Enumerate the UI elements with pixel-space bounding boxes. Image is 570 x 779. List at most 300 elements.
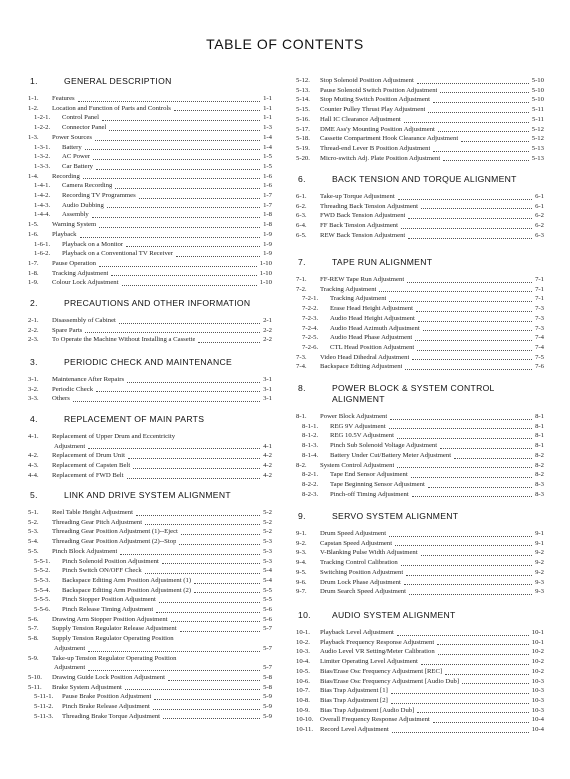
toc-entry[interactable] [296,202,544,212]
entry-page: 6-1 [535,202,544,210]
toc-entry[interactable] [296,314,544,324]
entry-number: 6-3. [296,212,307,220]
toc-entry[interactable] [28,210,272,220]
dot-leader [409,594,532,595]
dot-leader [133,468,260,469]
toc-entry[interactable] [28,220,272,230]
entry-title: Bias Trap Adjustment [2] [320,696,388,704]
entry-title: Record Level Adjustment [320,726,389,734]
dot-leader [438,654,529,655]
toc-entry[interactable] [296,86,544,96]
dot-leader [417,350,532,351]
entry-title: To Operate the Machine Without Installing a Cassette [52,336,196,344]
toc-entry[interactable] [28,172,272,182]
entry-number: 6-2. [296,202,307,210]
dot-leader [404,122,529,123]
entry-title: Power Block Adjustment [320,413,388,420]
entry-title: Battery [62,143,82,151]
entry-page: 5-13 [531,144,544,152]
toc-entry[interactable] [28,557,272,567]
entry-title: Audio Level VR Setting/Meter Calibration [320,648,435,656]
toc-entry[interactable] [296,490,544,500]
entry-number: 5-6. [28,615,39,623]
toc-entry[interactable] [28,663,272,673]
entry-page: 5-9 [263,693,272,701]
entry-title: V-Blanking Pulse Width Adjustment [320,549,418,557]
toc-entry[interactable] [28,94,272,104]
entry-number: 7-3. [296,353,307,361]
entry-number: 1-9. [28,279,39,287]
entry-title: Replacement of Capsten Belt [52,462,131,470]
dot-leader [411,477,532,478]
toc-entry[interactable] [296,221,544,231]
toc-section [296,174,544,241]
entry-page: 1-10 [259,259,272,267]
entry-number: 1-6. [28,230,39,238]
dot-leader [99,227,260,228]
toc-entry[interactable] [28,624,272,634]
section-number: 4. [30,414,38,424]
toc-entry[interactable] [296,696,544,706]
toc-entry[interactable] [28,385,272,395]
toc-entry[interactable] [296,558,544,568]
entry-title: Audio Dubbing [62,201,104,209]
entry-number: 10-2. [296,638,310,646]
toc-entry[interactable] [28,566,272,576]
section-title-cont: ALIGNMENT [332,394,385,404]
section-number: 5. [30,490,38,500]
toc-entry[interactable] [296,657,544,667]
entry-number: 5-11-1. [34,693,54,701]
toc-entry[interactable] [296,578,544,588]
toc-entry[interactable] [296,362,544,372]
entry-page: 10-1 [531,629,544,636]
entry-page: 8-2 [535,461,544,469]
dot-leader [88,448,260,449]
toc-entry[interactable] [28,508,272,518]
entry-number: 9-4. [296,559,307,567]
toc-entry[interactable] [296,294,544,304]
entry-page: 4-2 [263,452,272,460]
entry-title: CTL Head Position Adjustment [330,343,415,351]
dot-leader [85,332,260,333]
entry-page: 8-3 [535,480,544,488]
toc-entry[interactable] [296,105,544,115]
toc-entry[interactable] [28,152,272,162]
entry-number: 5-12. [296,77,310,84]
dot-leader [171,621,261,622]
toc-section [296,76,544,163]
entry-number: 1-3-2. [34,153,51,161]
toc-entry[interactable] [28,162,272,172]
toc-entry[interactable] [28,527,272,537]
entry-title: FWD Back Tension Adjustment [320,212,406,220]
section-number-blank [296,394,332,405]
toc-entry[interactable] [296,343,544,353]
entry-number: 5-3. [28,528,39,536]
toc-entry[interactable] [28,712,272,722]
entry-number: 9-7. [296,588,307,596]
entry-page: 8-1 [535,442,544,450]
toc-entry[interactable] [296,285,544,295]
entry-number: 8-1. [296,413,307,420]
toc-entry[interactable] [28,104,272,114]
entry-title: Recording TV Programmes [62,192,136,200]
toc-entry[interactable] [296,529,544,539]
section-title: POWER BLOCK & SYSTEM CONTROL [332,383,495,393]
entry-number: 10-6. [296,677,310,685]
dot-leader [462,683,529,684]
dot-leader [153,709,260,710]
entry-title: Tracking Control Calibration [320,559,398,567]
toc-entry[interactable] [28,191,272,201]
entry-page: 10-4 [531,726,544,734]
toc-section [28,414,272,481]
toc-entry[interactable] [296,715,544,725]
dot-leader [408,218,532,219]
spacer [28,368,272,375]
entry-title: Bias Trap Adjustment [1] [320,687,388,695]
dot-leader [390,419,532,420]
entry-number: 10-4. [296,658,310,666]
entry-number: 5-19. [296,144,310,152]
toc-entry[interactable] [296,587,544,597]
spacer [28,309,272,316]
toc-entry[interactable] [28,605,272,615]
toc-entry[interactable] [296,638,544,648]
dot-leader [83,178,260,179]
entry-page: 9-3 [535,578,544,586]
dot-leader [136,515,260,516]
toc-entry[interactable] [296,275,544,285]
dot-leader [415,340,532,341]
toc-entry[interactable] [28,654,272,664]
entry-number: 5-5-6. [34,606,51,614]
entry-page: 5-13 [531,154,544,162]
spacer [28,87,272,94]
dot-leader [194,583,260,584]
entry-title: Thread-end Lever B Position Adjustment [320,144,431,152]
entry-title: System Control Adjustment [320,461,395,469]
entry-page: 4-1 [263,442,272,450]
entry-number: 5-2. [28,518,39,526]
toc-entry[interactable] [28,230,272,240]
toc-entry[interactable] [296,144,544,154]
entry-title: Pause Solenoid Switch Position Adjustment [320,86,438,94]
entry-page: 5-7 [263,625,272,633]
toc-entry[interactable] [296,231,544,241]
dot-leader [181,534,260,535]
dot-leader [125,689,260,690]
toc-entry[interactable] [28,442,272,452]
dot-leader [391,703,529,704]
section-heading [296,174,544,185]
section-heading [28,490,272,501]
toc-entry[interactable] [296,192,544,202]
dot-leader [428,112,529,113]
entry-title: Power Sources [52,133,92,141]
entry-page: 5-12 [531,125,544,133]
toc-entry[interactable] [28,634,272,644]
entry-page: 10-3 [531,687,544,695]
entry-number: 5-1. [28,509,39,516]
section-title: REPLACEMENT OF MAIN PARTS [64,414,205,424]
section-heading [296,610,544,621]
dot-leader [389,536,532,537]
toc-entry[interactable] [296,539,544,549]
entry-page: 5-4 [263,567,272,575]
toc-entry[interactable] [28,394,272,404]
toc-entry[interactable] [296,451,544,461]
entry-page: 5-9 [263,703,272,711]
toc-entry[interactable] [296,324,544,334]
entry-page: 8-2 [535,471,544,479]
toc-entry[interactable] [28,316,272,326]
toc-entry[interactable] [28,113,272,123]
toc-entry[interactable] [28,326,272,336]
entry-number: 1-8. [28,269,39,277]
entry-page: 1-9 [263,230,272,238]
entry-page: 3-1 [263,395,272,403]
dot-leader [408,238,532,239]
entry-number: 1-2-2. [34,124,51,132]
toc-entry[interactable] [296,412,544,422]
entry-page: 6-1 [535,193,544,200]
entry-title: Warning System [52,221,97,229]
toc-entry[interactable] [28,375,272,385]
toc-entry[interactable] [296,686,544,696]
dot-leader [404,584,532,585]
toc-entry[interactable] [296,725,544,735]
entry-title: Backspace Editing Adjustment [320,363,403,371]
section-number: 9. [298,511,306,521]
entry-number: 8-1-2. [302,432,319,440]
toc-entry[interactable] [28,644,272,654]
toc-entry[interactable] [28,518,272,528]
entry-page: 8-1 [535,413,544,420]
toc-entry[interactable] [28,451,272,461]
toc-entry[interactable] [28,335,272,345]
toc-entry[interactable] [296,647,544,657]
entry-page: 5-2 [263,528,272,536]
entry-page: 9-3 [535,588,544,596]
entry-page: 1-7 [263,201,272,209]
toc-entry[interactable] [28,683,272,693]
toc-entry[interactable] [28,702,272,712]
section-heading [28,414,272,425]
entry-title: REG 10.5V Adjustment [330,432,394,440]
entry-number: 8-1-4. [302,451,319,459]
toc-entry[interactable] [296,548,544,558]
dot-leader [163,718,260,719]
entry-title: Brake System Adjustment [52,683,122,691]
entry-number: 5-5-1. [34,557,51,565]
toc-entry[interactable] [296,115,544,125]
toc-entry[interactable] [28,576,272,586]
toc-entry[interactable] [28,615,272,625]
toc-entry[interactable] [296,568,544,578]
toc-entry[interactable] [296,470,544,480]
entry-title: Tracking Adjustment [52,269,109,277]
entry-number: 7-1. [296,276,307,283]
toc-entry[interactable] [296,480,544,490]
dot-leader [126,246,260,247]
entry-title: Pinch Stopper Position Adjustment [62,596,156,604]
toc-section [296,511,544,597]
section-title: PERIODIC CHECK AND MAINTENANCE [64,357,233,367]
entry-title: Supply Tension Regulator Release Adjustment [52,625,177,633]
toc-entry[interactable] [28,123,272,133]
entry-number: 5-11-2. [34,703,54,711]
dot-leader [198,342,260,343]
dot-leader [405,369,532,370]
entry-page: 7-4 [535,343,544,351]
entry-title: Stop Solenoid Position Adjustment [320,77,414,84]
toc-entry[interactable] [28,249,272,259]
toc-entry[interactable] [28,181,272,191]
entry-number: 8-2. [296,461,307,469]
dot-leader [440,92,528,93]
entry-number: 4-4. [28,471,39,479]
toc-entry[interactable] [28,133,272,143]
toc-entry[interactable] [28,432,272,442]
toc-entry[interactable] [28,269,272,279]
toc-entry[interactable] [296,333,544,343]
toc-entry[interactable] [296,76,544,86]
entry-title: AC Power [62,153,91,161]
toc-entry[interactable] [296,461,544,471]
toc-entry[interactable] [296,134,544,144]
entry-title: Micro-switch Adj. Plate Position Adjustment [320,154,441,162]
dot-leader [80,237,261,238]
toc-entry[interactable] [28,201,272,211]
dot-leader [122,285,257,286]
entry-page: 5-9 [263,712,272,720]
entry-title: REG 9V Adjustment [330,422,386,430]
toc-entry[interactable] [296,304,544,314]
entry-number: 5-14. [296,96,310,104]
entry-number: 10-5. [296,667,310,675]
toc-entry[interactable] [28,259,272,269]
entry-page: 5-7 [263,664,272,672]
toc-entry[interactable] [296,667,544,677]
entry-number: 1-6-2. [34,250,51,258]
spacer [296,405,544,412]
entry-number: 5-5-3. [34,576,51,584]
entry-title: Pinch Release Timing Adjustment [62,606,154,614]
toc-entry[interactable] [28,537,272,547]
entry-number: 6-5. [296,231,307,239]
entry-title: FF-REW Tape Run Adjustment [320,276,405,283]
entry-page: 5-5 [263,586,272,594]
entry-title: Pinch Sub Solenoid Voltage Adjustment [330,442,438,450]
toc-entry[interactable] [296,353,544,363]
entry-number: 2-3. [28,336,39,344]
dot-leader [120,554,260,555]
entry-number: 7-2-6. [302,343,319,351]
entry-page: 10-2 [531,667,544,675]
entry-page: 8-2 [535,451,544,459]
dot-leader [438,131,529,132]
entry-title: Colour Lock Adjustment [52,279,119,287]
toc-entry[interactable] [296,422,544,432]
toc-entry[interactable] [28,586,272,596]
entry-page: 7-1 [535,276,544,283]
toc-entry[interactable] [28,673,272,683]
dot-leader [389,301,532,302]
entry-title: Disassembly of Cabinet [52,317,116,324]
section-title: LINK AND DRIVE SYSTEM ALIGNMENT [64,490,231,500]
toc-entry[interactable] [296,628,544,638]
toc-entry[interactable] [296,211,544,221]
entry-number: 7-2-2. [302,305,319,313]
dot-leader [416,311,532,312]
entry-number: 1-4-4. [34,211,51,219]
entry-title: Connector Panel [62,124,107,132]
entry-page: 3-1 [263,385,272,393]
entry-number: 3-2. [28,385,39,393]
entry-title: Others [52,395,70,403]
toc-entry[interactable] [28,143,272,153]
dot-leader [454,458,532,459]
toc-entry[interactable] [28,547,272,557]
entry-page: 7-1 [535,285,544,293]
entry-number: 8-2-3. [302,490,319,498]
entry-page: 10-2 [531,648,544,656]
entry-page: 1-8 [263,221,272,229]
dot-leader [159,602,260,603]
entry-page: 5-5 [263,596,272,604]
dot-leader [417,712,528,713]
dot-leader [443,160,529,161]
dot-leader [379,291,532,292]
entry-title: Pinch Brake Release Adjustment [62,703,150,711]
toc-entry[interactable] [296,677,544,687]
toc-entry[interactable] [28,692,272,702]
entry-number: 5-7. [28,625,39,633]
entry-title: Drum Search Speed Adjustment [320,588,406,596]
section-heading [28,76,272,87]
entry-number: 9-1. [296,530,307,537]
toc-section [28,298,272,345]
dot-leader [428,487,532,488]
dot-leader [111,275,256,276]
entry-page: 5-7 [263,644,272,652]
toc-entry[interactable] [296,125,544,135]
toc-entry[interactable] [28,471,272,481]
entry-title: Location and Function of Parts and Controls [52,104,171,112]
toc-entry[interactable] [28,240,272,250]
entry-number: 6-4. [296,222,307,230]
section-title: GENERAL DESCRIPTION [64,76,172,86]
section-heading [296,511,544,522]
toc-entry[interactable] [28,595,272,605]
toc-entry[interactable] [28,461,272,471]
entry-page: 7-1 [535,295,544,303]
entry-number: 4-1. [28,433,39,440]
dot-leader [128,458,260,459]
dot-leader [433,151,528,152]
toc-entry[interactable] [296,95,544,105]
toc-entry[interactable] [296,441,544,451]
toc-entry[interactable] [296,154,544,164]
toc-entry[interactable] [296,706,544,716]
entry-page: 10-3 [531,696,544,704]
entry-page: 1-5 [263,153,272,161]
toc-entry[interactable] [28,278,272,288]
toc-entry[interactable] [296,431,544,441]
dot-leader [391,693,529,694]
